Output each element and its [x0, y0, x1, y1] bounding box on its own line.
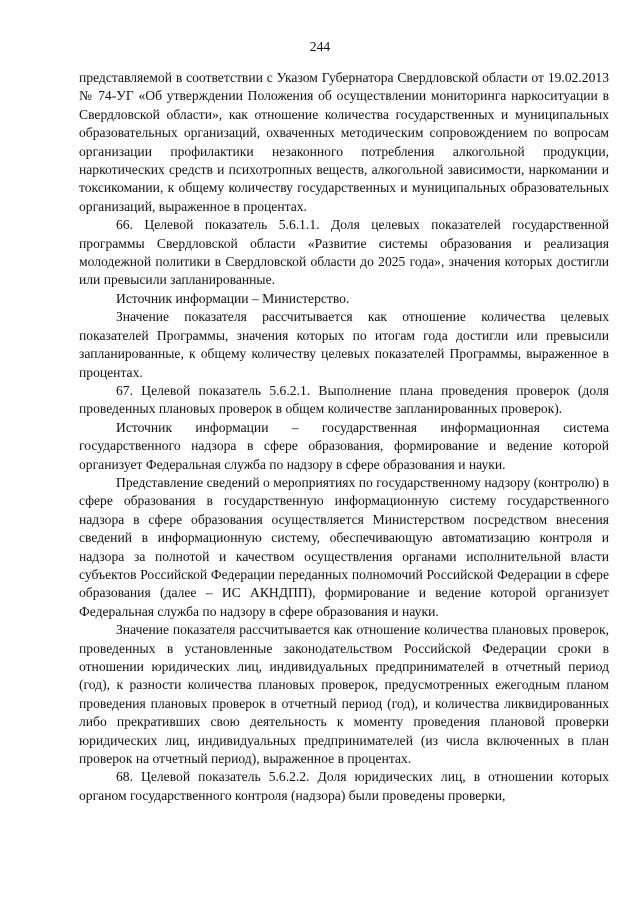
paragraph-3: Источник информации – Министерство. [116, 290, 350, 306]
document-body [79, 69, 609, 805]
paragraph-8: Значение показателя рассчитывается как отношение количества плановых проверок, проведенных в установленные законодательством Российской Федерации сроки в отношении юридических лиц, индивидуальных предпринимателей в отчетный период (год), к разности количества плановых проверок, предусмотренных ежегодным планом проведения плановых проверок в отчетный период (год), и количества ликвидированных либо прекративших свою деятельность к моменту проведения плановой проверки юридических лиц, индивидуальных предпринимателей (из числа включенных в план проверок на отчетный период), выраженное в процентах. [79, 622, 609, 767]
paragraph-5: 67. Целевой показатель 5.6.2.1. Выполнение плана проведения проверок (доля проведенных плановых проверок в общем количестве запланированных проверок). [79, 382, 609, 417]
page-number: 244 [309, 39, 331, 54]
paragraph-7: Представление сведений о мероприятиях по государственному надзору (контролю) в сфере образования в государственную информационную систему государственного надзора в сфере образования осуществляется Министерством посредством внесения сведений в информационную систему, обеспечивающую автоматизацию контроля и надзора за полнотой и качеством осуществления органами исполнительной власти субъектов Российской Федерации переданных полномочий Российской Федерации в сфере образования (далее – ИС АКНДПП), формирование и ведение которой организует Федеральная служба по надзору в сфере образования и науки. [79, 474, 609, 619]
paragraph-2: 66. Целевой показатель 5.6.1.1. Доля целевых показателей государственной программы Свердловской области «Развитие системы образования и реализация молодежной политики в Свердловской области до 2025 года», значения которых достигли или превысили запланированные. [79, 217, 609, 288]
paragraph-6: Источник информации – государственная информационная система государственного надзора в сфере образования, формирование и ведение которой организует Федеральная служба по надзору в сфере образования и науки. [79, 419, 609, 472]
paragraph-4: Значение показателя рассчитывается как отношение количества целевых показателей Программы, значения которых по итогам года достигли или превысили запланированные, к общему количеству целевых показателей Программы, выраженное в процентах. [79, 309, 609, 380]
paragraph-9: 68. Целевой показатель 5.6.2.2. Доля юридических лиц, в отношении которых органом государственного контроля (надзора) были проведены проверки, [79, 769, 609, 803]
paragraph-1: представляемой в соответствии с Указом Губернатора Свердловской области от 19.02.2013 № 74-УГ «Об утверждении Положения об осуществлении мониторинга наркоситуации в Свердловской области», как отношение количества государственных и муниципальных образовательных организаций, охваченных методическим сопровождением по вопросам организации профилактики незаконного потребления алкогольной продукции, наркотических средств и психотропных веществ, алкогольной зависимости, наркомании и токсикомании, к общему количеству государственных и муниципальных образовательных организаций, выраженное в процентах. [79, 70, 609, 214]
